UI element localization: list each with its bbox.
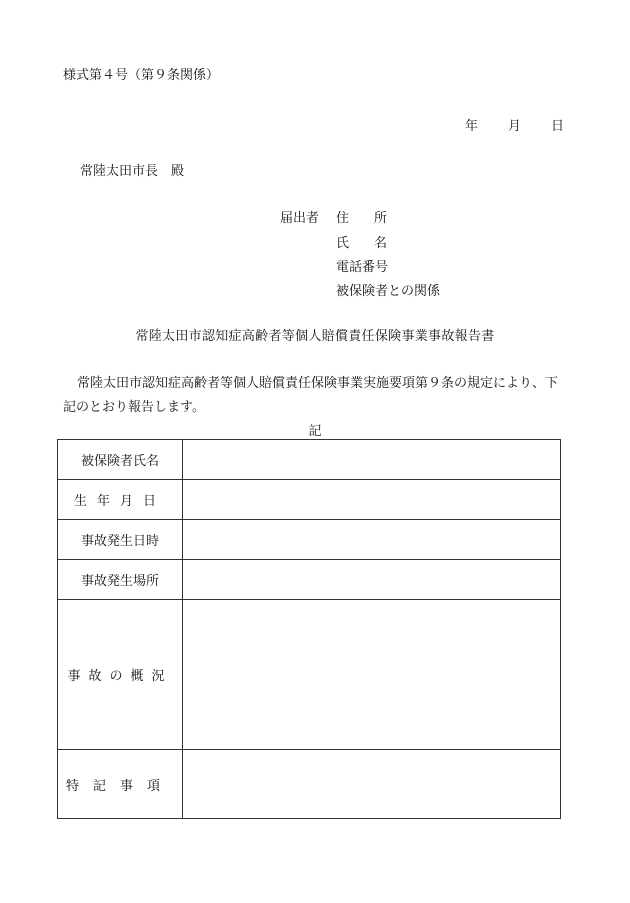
accident-place-label: 事故発生場所 [58,560,183,600]
special-notes-field[interactable] [183,750,561,819]
special-notes-label: 特記事項 [58,750,183,819]
notifier-name-label: 氏名 [336,236,413,251]
insured-name-field[interactable] [183,440,561,480]
table-row [58,560,561,600]
table-row [58,750,561,819]
accident-datetime-field[interactable] [183,520,561,560]
record-table [57,439,561,819]
accident-summary-field[interactable] [183,600,561,750]
table-row [58,600,561,750]
notifier-address-label: 住所 [336,211,413,226]
birth-date-label: 生年月日 [58,480,183,520]
table-row [58,520,561,560]
accident-summary-label: 事故の概況 [58,600,183,750]
body-text: 常陸太田市認知症高齢者等個人賠償責任保険事業実施要項第９条の規定により、下記のとおり報告します。 [63,376,559,415]
date-line [465,115,564,134]
notifier-phone-label: 電話番号 [336,260,389,275]
document-title: 常陸太田市認知症高齢者等個人賠償責任保険事業事故報告書 [135,329,495,344]
date-year-label: 年 [464,119,478,134]
date-month-label: 月 [507,119,521,134]
form-number: 様式第４号（第９条関係） [63,68,220,83]
ki-label: 記 [308,424,322,439]
table-row [58,480,561,520]
table-row [58,440,561,480]
accident-place-field[interactable] [183,560,561,600]
notifier-relation-label: 被保険者との関係 [336,284,441,299]
notifier-label: 届出者 [280,211,320,226]
addressee: 常陸太田市長 殿 [80,164,185,179]
insured-name-label: 被保険者氏名 [58,440,183,480]
accident-datetime-label: 事故発生日時 [58,520,183,560]
date-day-label: 日 [550,119,564,134]
birth-date-field[interactable] [183,480,561,520]
